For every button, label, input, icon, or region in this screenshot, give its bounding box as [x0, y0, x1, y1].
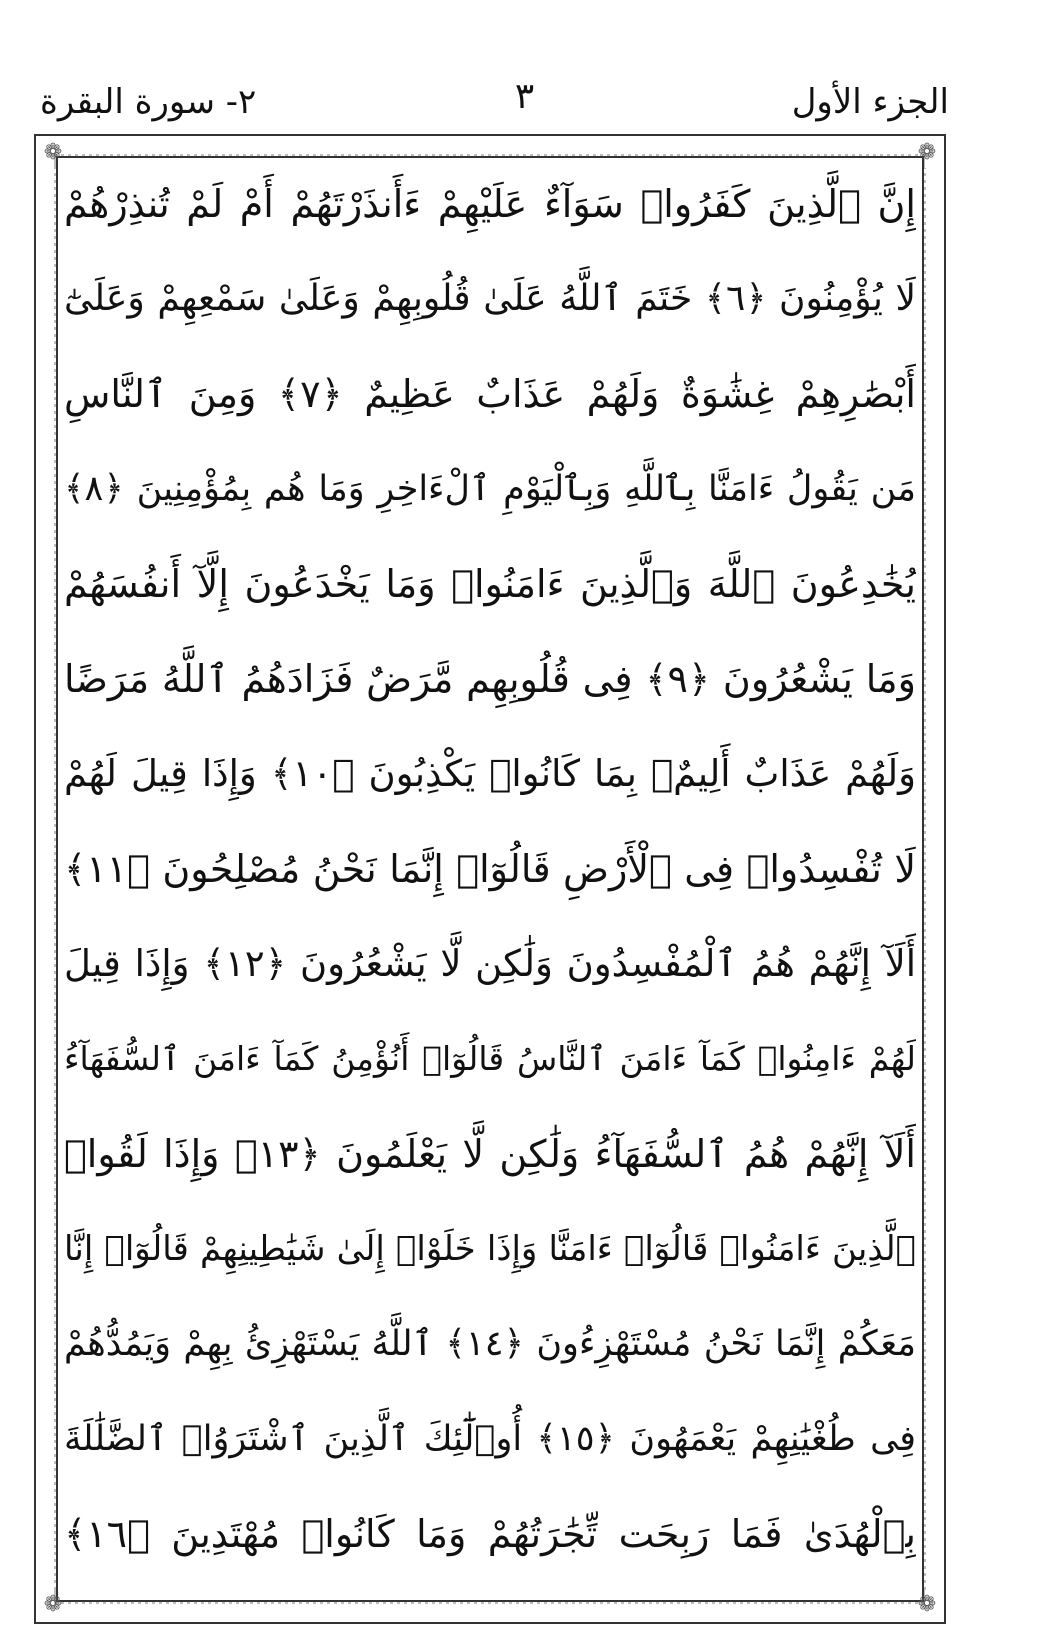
text-line: فِى طُغْيَٰنِهِمْ يَعْمَهُونَ ﴿١٥﴾ أُو۟لَٰٓئِكَ ٱلَّذِينَ ٱشْتَرَوُا۟ ٱلضَّلَٰلَةَ: [64, 1419, 916, 1459]
text-line: ٱلَّذِينَ ءَامَنُوا۟ قَالُوٓا۟ ءَامَنَّا وَإِذَا خَلَوْا۟ إِلَىٰ شَيَٰطِينِهِمْ قَالُوٓا۟ إِنَّا: [64, 1229, 916, 1269]
text-line: أَلَآ إِنَّهُمْ هُمُ ٱلسُّفَهَآءُ وَلَٰكِن لَّا يَعْلَمُونَ ﴿١٣﴾ وَإِذَا لَقُوا۟: [64, 1132, 916, 1176]
corner-ornament-icon: ❁: [43, 1592, 63, 1617]
text-line: وَلَهُمْ عَذَابٌ أَلِيمٌۢ بِمَا كَانُوا۟ يَكْذِبُونَ ﴿١٠﴾ وَإِذَا قِيلَ لَهُمْ: [64, 752, 916, 795]
juz-title: الجزء الأول: [791, 82, 949, 122]
surah-title: ٢- سورة البقرة: [40, 82, 257, 122]
page-header: [0, 0, 1049, 140]
text-line: مَعَكُمْ إِنَّمَا نَحْنُ مُسْتَهْزِءُونَ ﴿١٤﴾ ٱللَّهُ يَسْتَهْزِئُ بِهِمْ وَيَمُدُّهُمْ: [64, 1324, 916, 1364]
text-line: إِنَّ ٱلَّذِينَ كَفَرُوا۟ سَوَآءٌ عَلَيْهِمْ ءَأَنذَرْتَهُمْ أَمْ لَمْ تُنذِرْهُمْ: [64, 182, 916, 226]
text-line: يُخَٰدِعُونَ ٱللَّهَ وَٱلَّذِينَ ءَامَنُوا۟ وَمَا يَخْدَعُونَ إِلَّآ أَنفُسَهُمْ: [64, 562, 916, 606]
corner-ornament-icon: ❁: [917, 1592, 937, 1617]
verse-text-area: [64, 162, 916, 1596]
text-line: لَهُمْ ءَامِنُوا۟ كَمَآ ءَامَنَ ٱلنَّاسُ قَالُوٓا۟ أَنُؤْمِنُ كَمَآ ءَامَنَ ٱلسُّفَهَآءُ: [64, 1039, 916, 1078]
text-line: أَبْصَٰرِهِمْ غِشَٰوَةٌ وَلَهُمْ عَذَابٌ عَظِيمٌ ﴿٧﴾ وَمِنَ ٱلنَّاسِ: [64, 372, 916, 416]
text-line: وَمَا يَشْعُرُونَ ﴿٩﴾ فِى قُلُوبِهِم مَّرَضٌ فَزَادَهُمُ ٱللَّهُ مَرَضًا: [64, 657, 916, 701]
text-line: مَن يَقُولُ ءَامَنَّا بِٱللَّهِ وَبِٱلْيَوْمِ ٱلْءَاخِرِ وَمَا هُم بِمُؤْمِنِينَ ﴿٨﴾: [64, 469, 916, 509]
text-line: بِٱلْهُدَىٰ فَمَا رَبِحَت تِّجَٰرَتُهُمْ وَمَا كَانُوا۟ مُهْتَدِينَ ﴿١٦﴾: [64, 1512, 916, 1556]
corner-ornament-icon: ❁: [43, 140, 63, 165]
text-line: لَا تُفْسِدُوا۟ فِى ٱلْأَرْضِ قَالُوٓا۟ إِنَّمَا نَحْنُ مُصْلِحُونَ ﴿١١﴾: [64, 847, 916, 891]
text-line: أَلَآ إِنَّهُمْ هُمُ ٱلْمُفْسِدُونَ وَلَٰكِن لَّا يَشْعُرُونَ ﴿١٢﴾ وَإِذَا قِيلَ: [64, 942, 916, 985]
text-line: لَا يُؤْمِنُونَ ﴿٦﴾ خَتَمَ ٱللَّهُ عَلَىٰ قُلُوبِهِمْ وَعَلَىٰ سَمْعِهِمْ وَعَلَىٰٓ: [64, 278, 916, 319]
page-number: ٣: [514, 76, 535, 117]
corner-ornament-icon: ❁: [917, 140, 937, 165]
